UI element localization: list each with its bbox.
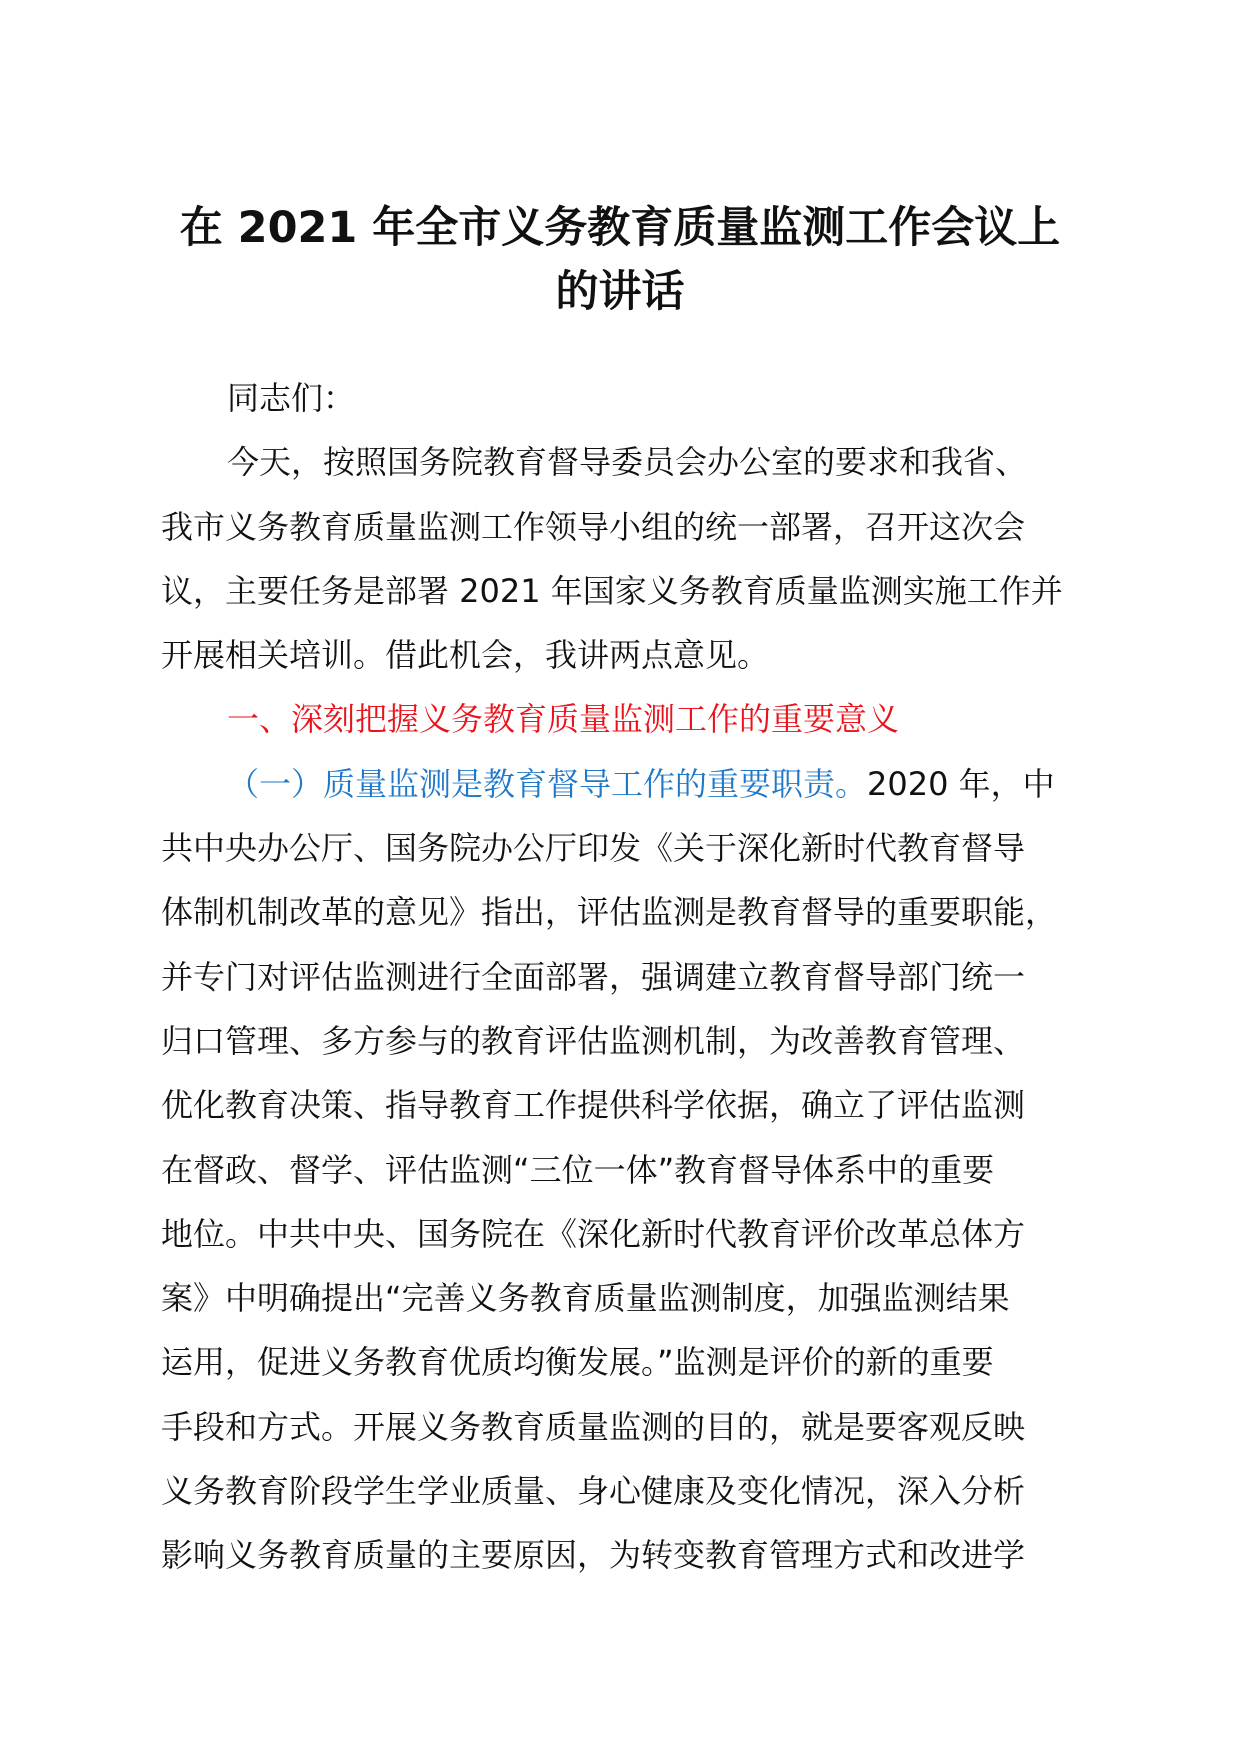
body-line: 案》中明确提出“完善义务教育质量监测制度，加强监测结果 xyxy=(161,1279,1010,1318)
body-line: 在督政、督学、评估监测“三位一体”教育督导体系中的重要 xyxy=(161,1150,995,1189)
document-body xyxy=(161,366,1121,1588)
body-line: 归口管理、多方参与的教育评估监测机制，为改善教育管理、 xyxy=(161,1021,1026,1060)
body-line: 共中央办公厅、国务院办公厅印发《关于深化新时代教育督导 xyxy=(161,829,1026,868)
subsection-line xyxy=(161,752,1121,816)
body-line: 地位。中共中央、国务院在《深化新时代教育评价改革总体方 xyxy=(161,1214,1026,1253)
title-line-2: 的讲话 xyxy=(555,267,685,317)
body-line: 并专门对评估监测进行全面部署，强调建立教育督导部门统一 xyxy=(161,957,1026,996)
paragraph-line: 议，主要任务是部署 2021 年国家义务教育质量监测实施工作并 xyxy=(161,571,1063,610)
body-line: 优化教育决策、指导教育工作提供科学依据，确立了评估监测 xyxy=(161,1086,1026,1125)
paragraph-line: 今天，按照国务院教育督导委员会办公室的要求和我省、 xyxy=(227,443,1028,482)
subsection-heading-1: （一）质量监测是教育督导工作的重要职责。 xyxy=(227,764,868,803)
body-line: 体制机制改革的意见》指出，评估监测是教育督导的重要职能， xyxy=(161,893,1058,932)
body-line: 影响义务教育质量的主要原因，为转变教育管理方式和改进学 xyxy=(161,1536,1026,1575)
salutation: 同志们： xyxy=(227,379,356,417)
section-heading-1: 一、深刻把握义务教育质量监测工作的重要意义 xyxy=(227,700,900,739)
paragraph-line: 开展相关培训。借此机会，我讲两点意见。 xyxy=(161,636,770,675)
document-title xyxy=(150,196,1090,324)
body-line: 手段和方式。开展义务教育质量监测的目的，就是要客观反映 xyxy=(161,1407,1026,1446)
body-line: 义务教育阶段学生学业质量、身心健康及变化情况，深入分析 xyxy=(161,1472,1026,1511)
paragraph-line: 我市义务教育质量监测工作领导小组的统一部署，召开这次会 xyxy=(161,507,1026,546)
body-line: 运用，促进义务教育优质均衡发展。”监测是评价的新的重要 xyxy=(161,1343,994,1382)
title-line-1: 在 2021 年全市义务教育质量监测工作会议上 xyxy=(179,203,1061,253)
subsection-heading-tail: 2020 年，中 xyxy=(867,764,1055,803)
